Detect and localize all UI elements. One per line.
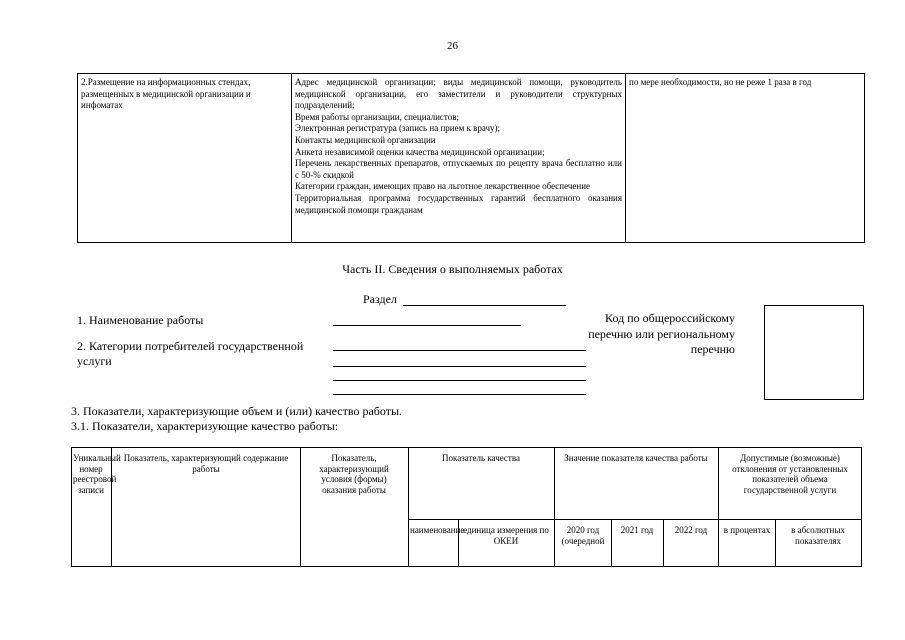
info-content-cell [292,74,626,242]
subheader-2020: 2020 год (очередной [561,525,605,546]
subheader-2022: 2022 год [674,525,708,535]
table-border [111,447,112,567]
consumer-line [333,394,586,395]
info-content-line: Территориальная программа государственных гарантий бесплатного оказания медицинской помощи гражданам [295,192,622,215]
header-unique-number: Уникальный номер реестровой записи [73,453,121,495]
header-quality-indicator: Показатель качества [442,453,520,463]
table-border [554,447,555,567]
info-content-line: Контакты медицинской организации [295,134,436,145]
info-content-line: Категории граждан, имеющих право на льготное лекарственное обеспечение [295,181,591,192]
page-number: 26 [447,40,458,52]
part-title: Часть II. Сведения о выполняемых работах [342,262,563,276]
info-content-line: Адрес медицинской организации; виды медицинской помощи, руководитель медицинской организации, его заместители и руководители структурных подразделений; [295,77,622,111]
info-method-cell: 2.Размещение на информационных стендах, размещенных в медицинской организации и инфоматах [78,74,292,242]
subheader-unit: единица измерения по ОКЕИ [463,525,549,546]
razdel-label: Раздел [363,292,397,306]
subheader-name: наименование [410,525,465,535]
consumer-line [333,380,586,381]
table-border [775,519,776,567]
subheader-2021: 2021 год [620,525,654,535]
section31-title: 3.1. Показатели, характеризующие качество работы: [71,419,339,433]
info-frequency-cell: по мере необходимости, но не реже 1 раза в год [629,77,812,87]
info-content-line: Перечень лекарственных препаратов, отпускаемых по рецепту врача бесплатно или с 50-% скидкой [295,158,622,180]
header-conditions-indicator: Показатель, характеризующий условия (формы) оказания работы [319,453,389,495]
table-border [408,447,409,567]
table-border [408,519,862,520]
consumer-line [333,350,586,351]
table-border [663,519,664,567]
razdel-field-line [403,305,566,306]
info-table [77,73,865,243]
subheader-absolute: в абсолютных показателях [791,525,845,546]
work-name-line [333,325,521,326]
code-box [764,305,864,400]
quality-table [71,447,862,567]
info-content-line: Время работы организации, специалистов; [295,111,459,122]
table-border [71,447,862,448]
header-content-indicator: Показатель, характеризующий содержание работы [123,453,289,474]
section3-title: 3. Показатели, характеризующие объем и (или) качество работы. [71,404,403,418]
code-label: Код по общероссийскому перечню или региональному перечню [588,311,735,356]
consumer-line [333,366,586,367]
table-border [71,447,72,567]
table-border [71,566,862,567]
work-name-label: 1. Наименование работы [77,313,204,327]
table-border [718,447,719,567]
header-deviation: Допустимые (возможные) отклонения от установленных показателей объема государственной услуги [732,453,848,495]
info-content-line: Анкета независимой оценки качества медицинской организации; [295,146,545,157]
subheader-percent: в процентах [723,525,771,535]
info-content-line: Электронная регистратура (запись на прием к врачу); [295,123,501,134]
table-border [300,447,301,567]
consumer-category-label: 2. Категории потребителей государственной услуги [77,339,304,368]
table-border [861,447,862,567]
header-quality-value: Значение показателя качества работы [564,453,708,463]
table-border [611,519,612,567]
